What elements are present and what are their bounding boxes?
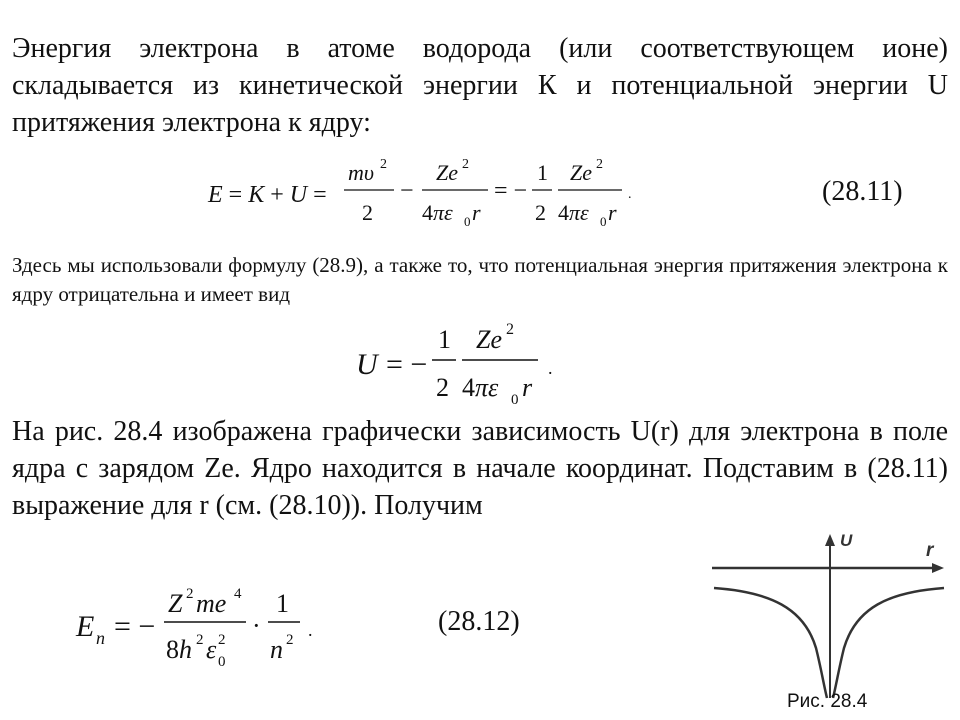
svg-text:r: r <box>608 200 617 225</box>
r-axis-label: r <box>926 540 934 561</box>
svg-text:−: − <box>400 178 414 204</box>
equation-number-28-12: (28.12) <box>438 606 520 637</box>
svg-text:4πε: 4πε <box>558 200 589 225</box>
svg-text:0: 0 <box>464 214 471 229</box>
svg-text:U: U <box>356 348 378 381</box>
svg-text:8h: 8h <box>166 635 192 664</box>
svg-text:E: E <box>76 610 95 643</box>
svg-text:2: 2 <box>596 157 603 172</box>
svg-text:r: r <box>472 200 481 225</box>
formula-potential-energy <box>352 318 572 410</box>
svg-text:1: 1 <box>276 589 289 618</box>
svg-text:= −: = − <box>494 178 528 204</box>
svg-text:0: 0 <box>600 214 607 229</box>
svg-text:r: r <box>522 373 533 402</box>
svg-text:n: n <box>270 635 283 664</box>
svg-text:Ze: Ze <box>570 160 592 185</box>
svg-text:2: 2 <box>462 157 469 172</box>
u-axis-label: U <box>840 531 853 550</box>
svg-text:2: 2 <box>196 632 204 648</box>
svg-text:2: 2 <box>218 632 226 648</box>
svg-text:2: 2 <box>436 373 449 402</box>
svg-text:mυ: mυ <box>348 160 374 185</box>
svg-text:1: 1 <box>438 325 451 354</box>
svg-text:2: 2 <box>362 200 373 225</box>
svg-text:Ze: Ze <box>436 160 458 185</box>
svg-text:4: 4 <box>234 586 242 602</box>
svg-text:0: 0 <box>511 392 519 408</box>
svg-text:me: me <box>196 589 227 618</box>
svg-text:.: . <box>628 187 632 202</box>
figure-caption: Рис. 28.4 <box>787 691 868 712</box>
svg-text:E = K + U =: E = K + U = <box>208 182 327 208</box>
r-axis-arrow <box>932 563 944 573</box>
svg-text:·: · <box>252 611 261 640</box>
svg-text:0: 0 <box>218 654 226 670</box>
svg-text:.: . <box>548 358 553 378</box>
svg-text:1: 1 <box>537 160 548 185</box>
formula-28-12 <box>72 582 332 672</box>
paragraph-energy-intro: Энергия электрона в атоме водорода (или соответствующем ионе) складывается из кинетической энергии К и потенциальной энергии U притяжения электрона к ядру: <box>12 33 948 138</box>
svg-text:n: n <box>96 628 105 648</box>
svg-text:2: 2 <box>286 632 294 648</box>
svg-text:ε: ε <box>206 635 217 664</box>
svg-text:.: . <box>308 620 313 640</box>
svg-text:4πε: 4πε <box>462 373 499 402</box>
svg-text:2: 2 <box>380 157 387 172</box>
paragraph-figure-reference: На рис. 28.4 изображена графически зависимость U(r) для электрона в поле ядра с зарядом Ze. Ядро находится в начале координат. Подставим в (28.11) выражение для r (см. (28.10)). Получим <box>12 416 948 521</box>
formula-28-11 <box>200 150 640 232</box>
potential-curve-right <box>833 588 944 698</box>
svg-text:Z: Z <box>168 589 183 618</box>
paragraph-potential-energy-note: Здесь мы использовали формулу (28.9), а также то, что потенциальная энергия притяжения электрона к ядру отрицательна и имеет вид <box>12 253 948 306</box>
equation-number-28-11: (28.11) <box>822 176 903 207</box>
u-axis-arrow <box>825 534 835 546</box>
potential-curve-left <box>714 588 827 698</box>
svg-text:4πε: 4πε <box>422 200 453 225</box>
svg-text:= −: = − <box>386 348 428 381</box>
svg-text:2: 2 <box>186 586 194 602</box>
svg-text:2: 2 <box>535 200 546 225</box>
svg-text:2: 2 <box>506 321 514 338</box>
svg-text:= −: = − <box>114 610 156 643</box>
svg-text:Ze: Ze <box>476 325 502 354</box>
